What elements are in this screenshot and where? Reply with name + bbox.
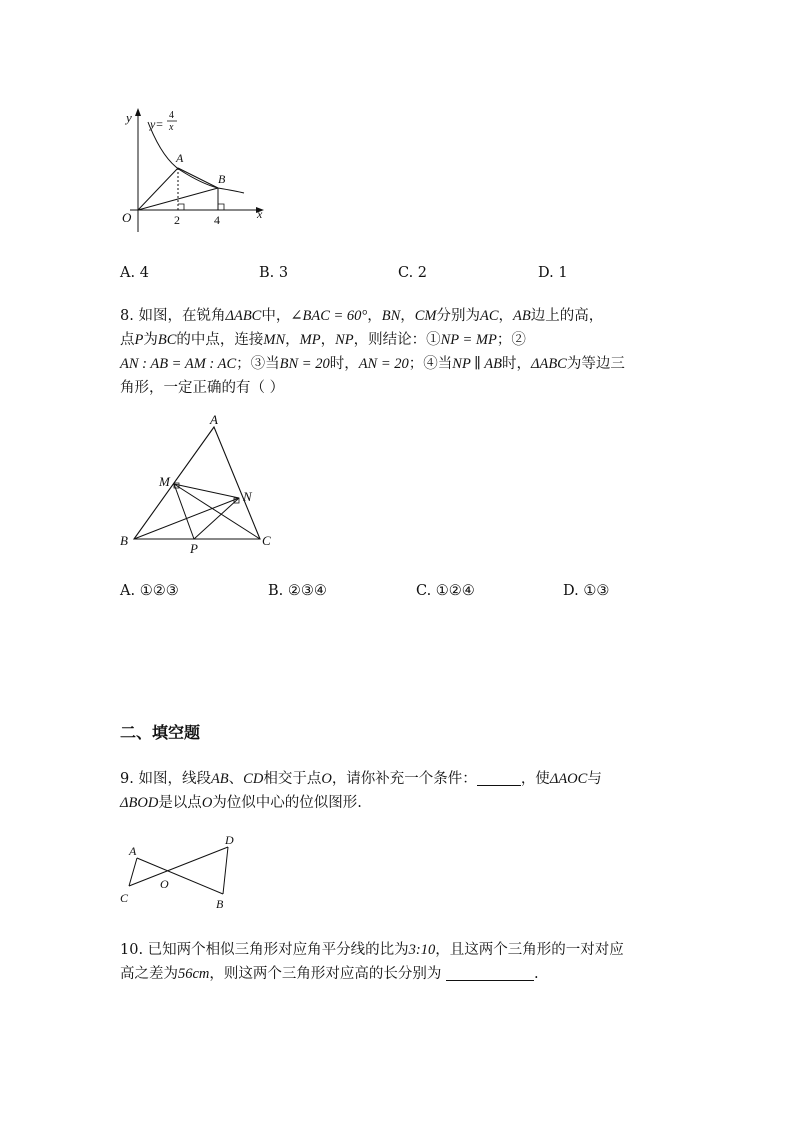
q9-label-c: C [120, 891, 129, 905]
q8-math: BN [381, 308, 401, 324]
q8-text: ， [320, 332, 336, 348]
q9-text: ，请你补充一个条件： [331, 771, 477, 787]
q10-text: ，则这两个三角形对应高的长分别为 [209, 966, 447, 982]
q8-text: ， [367, 308, 382, 324]
q8-option-b[interactable]: B. ②③④ [268, 583, 327, 599]
q8-math: BN = 20 [279, 356, 330, 372]
q8-math: AC [480, 308, 499, 324]
q9-text: 9. 如图，线段 [120, 771, 211, 787]
q8-math: ∠BAC = 60° [290, 308, 368, 324]
q7-segment-ab [178, 168, 218, 188]
q8-text: 8. 如图，在锐角 [120, 308, 226, 324]
q8-option-d[interactable]: D. ①③ [563, 583, 610, 599]
q7-y-axis-arrow [135, 108, 141, 116]
q9-math: ΔAOC [549, 771, 588, 787]
q8-text: 时， [329, 356, 359, 372]
q7-segment-ob [138, 188, 218, 210]
q8-text: 为等边三 [566, 356, 625, 372]
q10-line-2 [120, 962, 539, 983]
q8-text: ；③当 [236, 356, 280, 372]
q9-label-a: A [129, 844, 137, 858]
q8-text: ， [285, 332, 300, 348]
q9-text: ，使 [520, 771, 550, 787]
q10-answer-blank[interactable] [446, 966, 534, 981]
q8-text: ，则结论：① [353, 332, 441, 348]
q9-math: O [321, 771, 332, 787]
q8-label-a: A [210, 412, 218, 427]
q8-label-p: P [190, 541, 198, 556]
q9-math: AB [210, 771, 229, 787]
q8-text: 点 [120, 332, 135, 348]
q8-math: ΔABC [530, 356, 567, 372]
q9-segment-ab [137, 858, 223, 894]
q9-text: 相交于点 [263, 771, 322, 787]
q9-label-b: B [216, 897, 224, 911]
q8-label-m: M [159, 474, 170, 489]
q8-math: NP [335, 332, 354, 348]
q10-math: 3:10 [408, 942, 436, 958]
q8-text: 中， [261, 308, 291, 324]
q7-right-angle-a [178, 204, 184, 210]
q9-label-o: O [160, 877, 169, 891]
q10-text: 高之差为 [120, 966, 178, 982]
q8-segment-mn [174, 484, 239, 498]
q8-math: MP [299, 332, 321, 348]
q7-option-d[interactable]: D. 1 [538, 265, 568, 281]
q8-text: ， [400, 308, 415, 324]
q8-text: ， [498, 308, 514, 324]
q9-segment-cd [129, 847, 228, 886]
q7-right-angle-b [218, 204, 224, 210]
q8-line-2 [120, 328, 526, 349]
q7-label-x: x [257, 207, 263, 221]
q7-option-a[interactable]: A. 4 [120, 265, 149, 281]
q9-text: 、 [228, 771, 244, 787]
q7-label-y: y [126, 110, 132, 125]
q9-math: ΔBOD [120, 795, 159, 811]
q8-text: 的中点，连接 [176, 332, 264, 348]
q8-segment-np [194, 498, 239, 539]
q7-segment-oa [138, 168, 178, 210]
q8-text: ；④当 [408, 356, 453, 372]
q9-math: CD [243, 771, 264, 787]
q8-math: BC [157, 332, 177, 348]
q9-text: 与 [587, 771, 602, 787]
q9-label-d: D [225, 833, 234, 847]
q7-label-curve-num: 4 [169, 110, 174, 121]
q8-label-n: N [243, 489, 252, 504]
q9-math: O [201, 795, 213, 811]
q8-line-1 [120, 304, 603, 325]
q8-math: P [134, 332, 144, 348]
q8-text: 分别为 [436, 308, 481, 324]
q8-text: ；② [496, 332, 526, 348]
q7-label-b: B [218, 172, 226, 186]
q9-text: 是以点 [158, 795, 202, 811]
q7-label-origin: O [122, 210, 132, 225]
q7-figure [110, 100, 280, 235]
q8-triangle-abc [134, 427, 260, 539]
q7-label-a: A [176, 151, 184, 165]
q8-math: ΔABC [225, 308, 262, 324]
q10-math: 56cm [178, 966, 210, 982]
q8-math: CM [414, 308, 437, 324]
q7-hyperbola [148, 122, 244, 193]
q8-math: AN : AB = AM : AC [120, 356, 237, 372]
section-title-fill-in: 二、填空题 [120, 723, 201, 742]
q10-text: 10. 已知两个相似三角形对应角平分线的比为 [120, 942, 409, 958]
q8-option-a[interactable]: A. ①②③ [120, 583, 179, 599]
q7-label-curve-den: x [169, 122, 174, 133]
q10-line-1 [120, 938, 624, 959]
q9-segment-ac [129, 858, 137, 886]
q8-math: NP ∥ AB [452, 356, 502, 372]
q9-line-1 [120, 767, 602, 788]
q8-label-c: C [262, 533, 271, 548]
q8-label-b: B [120, 533, 128, 548]
q8-segment-mp [174, 484, 194, 539]
q9-answer-blank[interactable] [477, 771, 521, 786]
q8-math: AB [513, 308, 531, 324]
q7-tick-2: 2 [174, 213, 180, 227]
q8-math: AN = 20 [358, 356, 409, 372]
q8-line-3 [120, 352, 625, 373]
q8-text: 为 [143, 332, 158, 348]
q8-line-4: 角形，一定正确的有（ ） [120, 380, 285, 396]
q9-figure [115, 830, 245, 912]
q8-figure [112, 412, 287, 562]
q8-math: MN [263, 332, 286, 348]
q9-text: 为位似中心的位似图形. [212, 795, 362, 811]
q8-option-c[interactable]: C. ①②④ [416, 583, 475, 599]
q10-text: . [534, 966, 539, 982]
q8-text: 时， [501, 356, 531, 372]
q7-option-b[interactable]: B. 3 [259, 265, 289, 281]
q8-math: NP = MP [440, 332, 497, 348]
q9-segment-bd [223, 847, 228, 894]
q9-line-2 [120, 791, 362, 812]
q7-tick-4: 4 [214, 213, 220, 227]
q10-text: ，且这两个三角形的一对对应 [435, 942, 624, 958]
q7-label-curve: y= [150, 117, 164, 131]
q7-option-c[interactable]: C. 2 [398, 265, 428, 281]
q8-text: 边上的高， [530, 308, 604, 324]
